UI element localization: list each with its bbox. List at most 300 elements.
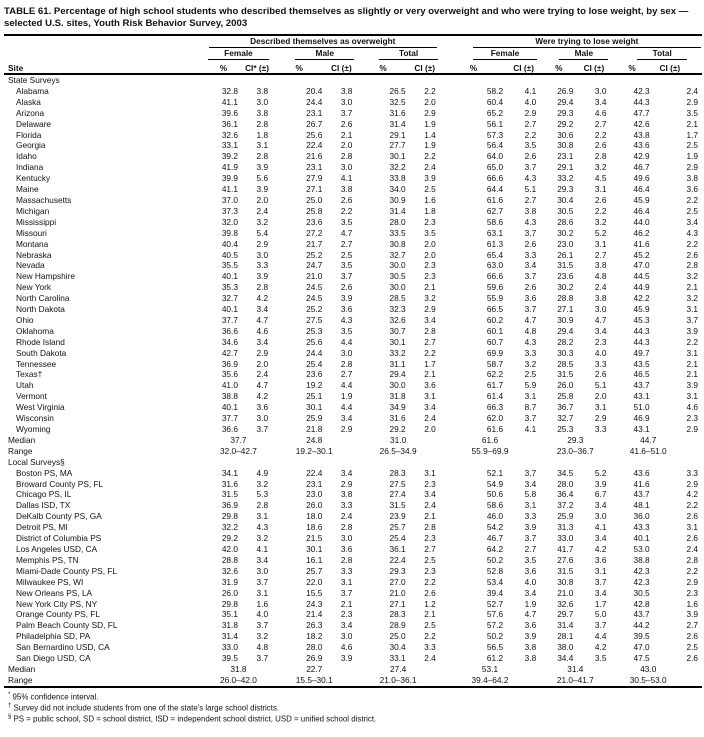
- value-cell: 26.1: [557, 249, 574, 260]
- value-cell: 3.3: [340, 500, 353, 511]
- value-cell: 43.6: [633, 140, 650, 151]
- value-cell: 2.6: [524, 238, 537, 249]
- value-cell: 30.9: [557, 314, 574, 325]
- value-cell: 46.7: [486, 533, 504, 544]
- value-cell: 43.8: [633, 129, 650, 140]
- site-cell: Maine: [16, 184, 39, 195]
- value-cell: 4.8: [594, 271, 607, 282]
- value-cell: 3.3: [524, 511, 537, 522]
- value-cell: 66.6: [486, 271, 504, 282]
- value-cell: 32.2: [221, 522, 238, 533]
- value-cell: 30.8: [557, 140, 574, 151]
- site-cell: Palm Beach County SD, FL: [16, 620, 118, 631]
- table-body: [4, 74, 702, 687]
- value-cell: 3.7: [256, 620, 269, 631]
- median-value-cell: 31.0: [390, 434, 407, 445]
- value-cell: 3.7: [256, 424, 269, 434]
- table-title: TABLE 61. Percentage of high school students who described themselves as slightly or very overweight and who were trying to lose weight, by sex — selected U.S. sites, Youth Risk Behavior Survey, 2003: [4, 6, 689, 29]
- value-cell: 32.6: [557, 598, 574, 609]
- column-header-pct: %: [540, 60, 577, 74]
- value-cell: 33.1: [221, 140, 238, 151]
- site-cell: Boston PS, MA: [16, 467, 73, 478]
- value-cell: 3.9: [256, 162, 269, 173]
- value-cell: 2.5: [340, 249, 353, 260]
- value-cell: 3.0: [340, 96, 353, 107]
- value-cell: 22.4: [389, 554, 406, 565]
- value-cell: 2.2: [424, 631, 436, 642]
- table-row: [4, 315, 702, 326]
- value-cell: 2.2: [594, 205, 607, 216]
- value-cell: 3.4: [524, 587, 537, 598]
- value-cell: 3.2: [686, 271, 698, 282]
- value-cell: 25.8: [306, 205, 323, 216]
- table-row: [4, 533, 702, 544]
- value-cell: 26.0: [557, 380, 574, 391]
- value-cell: 25.2: [306, 304, 323, 315]
- value-cell: 32.5: [389, 96, 406, 107]
- value-cell: 31.8: [389, 391, 406, 402]
- column-header-ci: CI (±): [326, 60, 356, 74]
- table-row: [4, 468, 702, 479]
- median-row: [4, 664, 702, 675]
- value-cell: 20.4: [306, 85, 323, 96]
- site-cell: Montana: [16, 238, 49, 249]
- value-cell: 30.5: [389, 271, 406, 282]
- value-cell: 25.4: [306, 358, 323, 369]
- footnote-text: PS = public school, SD = school district, ISD = independent school district, USD = unified school district.: [11, 714, 377, 724]
- table-row: [4, 304, 702, 315]
- value-cell: 30.7: [389, 325, 406, 336]
- table-row: [4, 642, 702, 653]
- table-row: [4, 195, 702, 206]
- value-cell: 40.4: [221, 238, 238, 249]
- table-row: [4, 380, 702, 391]
- value-cell: 25.9: [557, 511, 574, 522]
- value-cell: 2.8: [686, 260, 698, 271]
- value-cell: 48.1: [633, 500, 650, 511]
- site-cell: New Orleans PS, LA: [16, 587, 93, 598]
- value-cell: 52.8: [486, 565, 504, 576]
- value-cell: 3.2: [524, 358, 537, 369]
- value-cell: 33.8: [389, 173, 406, 184]
- value-cell: 28.6: [557, 216, 574, 227]
- value-cell: 41.9: [221, 162, 238, 173]
- value-cell: 56.4: [486, 140, 504, 151]
- value-cell: 44.3: [633, 96, 650, 107]
- value-cell: 2.8: [340, 522, 353, 533]
- value-cell: 3.4: [340, 620, 353, 631]
- value-cell: 27.1: [389, 598, 406, 609]
- value-cell: 2.9: [686, 96, 698, 107]
- value-cell: 1.9: [340, 391, 353, 402]
- value-cell: 27.5: [306, 314, 323, 325]
- site-cell: Arizona: [16, 107, 45, 118]
- value-cell: 27.9: [306, 173, 323, 184]
- value-cell: 26.0: [306, 500, 323, 511]
- value-cell: 3.7: [524, 162, 537, 173]
- value-cell: 2.2: [424, 151, 436, 162]
- value-cell: 3.7: [256, 653, 269, 664]
- value-cell: 27.4: [389, 489, 406, 500]
- site-cell: Vermont: [16, 391, 47, 402]
- value-cell: 2.0: [340, 140, 353, 151]
- value-cell: 3.1: [686, 347, 698, 358]
- value-cell: 3.0: [340, 347, 353, 358]
- column-header-ci: CI (±): [577, 60, 610, 74]
- value-cell: 3.6: [424, 380, 436, 391]
- value-cell: 4.8: [256, 642, 269, 653]
- value-cell: 1.7: [686, 129, 698, 140]
- value-cell: 31.1: [389, 358, 406, 369]
- site-cell: Dallas ISD, TX: [16, 500, 71, 511]
- subheader-trying-female: Female: [440, 48, 540, 60]
- value-cell: 3.2: [256, 631, 269, 642]
- subheader-trying-total: Total: [610, 48, 702, 60]
- value-cell: 59.6: [486, 282, 504, 293]
- value-cell: 3.1: [594, 184, 607, 195]
- value-cell: 61.7: [486, 380, 504, 391]
- value-cell: 3.1: [524, 500, 537, 511]
- site-cell: Oklahoma: [16, 325, 54, 336]
- value-cell: 23.1: [557, 151, 574, 162]
- value-cell: 43.5: [633, 358, 650, 369]
- value-cell: 3.9: [340, 293, 353, 304]
- value-cell: 34.5: [557, 467, 574, 478]
- value-cell: 30.0: [389, 260, 406, 271]
- value-cell: 29.4: [557, 325, 574, 336]
- value-cell: 43.7: [633, 489, 650, 500]
- site-cell: Alabama: [16, 85, 49, 96]
- value-cell: 2.0: [594, 391, 607, 402]
- value-cell: 25.9: [306, 413, 323, 424]
- value-cell: 3.0: [340, 631, 353, 642]
- value-cell: 31.4: [221, 631, 238, 642]
- table-row: [4, 566, 702, 577]
- value-cell: 5.2: [594, 467, 607, 478]
- table-row: [4, 228, 702, 239]
- value-cell: 2.8: [424, 325, 436, 336]
- value-cell: 25.7: [306, 565, 323, 576]
- value-cell: 27.5: [389, 478, 406, 489]
- value-cell: 2.0: [256, 194, 269, 205]
- table-row: [4, 653, 702, 664]
- value-cell: 2.9: [424, 107, 436, 118]
- value-cell: 33.0: [557, 533, 574, 544]
- table-row: [4, 239, 702, 250]
- value-cell: 3.4: [594, 533, 607, 544]
- value-cell: 26.3: [306, 620, 323, 631]
- value-cell: 41.0: [221, 380, 238, 391]
- value-cell: 3.7: [340, 107, 353, 118]
- value-cell: 24.5: [306, 282, 323, 293]
- value-cell: 30.1: [306, 402, 323, 413]
- value-cell: 2.7: [594, 249, 607, 260]
- value-cell: 3.9: [340, 653, 353, 664]
- value-cell: 3.9: [256, 271, 269, 282]
- value-cell: 2.6: [340, 194, 353, 205]
- range-value-cell: 19.2–30.1: [295, 445, 333, 456]
- value-cell: 3.7: [524, 227, 537, 238]
- value-cell: 4.9: [256, 467, 269, 478]
- subheader-overweight-female: Female: [205, 48, 272, 60]
- value-cell: 3.5: [340, 216, 353, 227]
- value-cell: 15.5: [306, 587, 323, 598]
- table-row: [4, 293, 702, 304]
- value-cell: 4.1: [256, 543, 269, 554]
- value-cell: 2.6: [594, 369, 607, 380]
- site-cell: San Diego USD, CA: [16, 653, 91, 664]
- value-cell: 2.1: [686, 118, 698, 129]
- value-cell: 31.6: [221, 478, 238, 489]
- value-cell: 3.7: [340, 271, 353, 282]
- value-cell: 2.3: [686, 413, 698, 424]
- value-cell: 4.2: [686, 489, 698, 500]
- value-cell: 2.3: [424, 216, 436, 227]
- value-cell: 1.9: [424, 118, 436, 129]
- value-cell: 4.6: [594, 107, 607, 118]
- value-cell: 3.1: [686, 304, 698, 315]
- table-row: [4, 348, 702, 359]
- value-cell: 3.4: [524, 478, 537, 489]
- value-cell: 2.7: [686, 620, 698, 631]
- value-cell: 2.5: [686, 140, 698, 151]
- value-cell: 3.8: [340, 85, 353, 96]
- value-cell: 49.6: [633, 173, 650, 184]
- value-cell: 51.0: [633, 402, 650, 413]
- value-cell: 3.7: [594, 576, 607, 587]
- value-cell: 36.9: [221, 500, 238, 511]
- table-row: [4, 511, 702, 522]
- value-cell: 21.0: [306, 271, 323, 282]
- value-cell: 2.3: [424, 260, 436, 271]
- value-cell: 42.3: [633, 565, 650, 576]
- site-cell: Chicago PS, IL: [16, 489, 72, 500]
- value-cell: 2.9: [686, 478, 698, 489]
- value-cell: 3.4: [594, 325, 607, 336]
- value-cell: 47.5: [633, 653, 650, 664]
- value-cell: 2.9: [686, 576, 698, 587]
- value-cell: 28.0: [557, 478, 574, 489]
- value-cell: 3.9: [686, 380, 698, 391]
- value-cell: 3.5: [524, 140, 537, 151]
- value-cell: 3.3: [340, 565, 353, 576]
- value-cell: 23.1: [306, 107, 323, 118]
- value-cell: 23.1: [306, 478, 323, 489]
- value-cell: 40.1: [221, 304, 238, 315]
- median-value-cell: 43.0: [640, 663, 657, 674]
- value-cell: 31.4: [389, 205, 406, 216]
- value-cell: 30.5: [557, 205, 574, 216]
- subheader-overweight-total: Total: [356, 48, 439, 60]
- value-cell: 27.1: [306, 184, 323, 195]
- value-cell: 50.6: [486, 489, 504, 500]
- value-cell: 2.9: [686, 424, 698, 434]
- site-cell: Tennessee: [16, 358, 57, 369]
- table-row: [4, 424, 702, 435]
- value-cell: 32.6: [221, 565, 238, 576]
- site-cell: New York City PS, NY: [16, 598, 98, 609]
- value-cell: 29.4: [389, 369, 406, 380]
- table-row: [4, 326, 702, 337]
- value-cell: 38.8: [633, 554, 650, 565]
- value-cell: 60.7: [486, 336, 504, 347]
- table-row: [4, 217, 702, 228]
- site-cell: Nevada: [16, 260, 45, 271]
- range-value-cell: 21.0–36.1: [379, 674, 417, 685]
- value-cell: 3.5: [524, 554, 537, 565]
- median-value-cell: 53.1: [481, 663, 499, 674]
- value-cell: 2.9: [686, 162, 698, 173]
- value-cell: 36.1: [221, 118, 238, 129]
- value-cell: 2.2: [424, 576, 436, 587]
- value-cell: 5.1: [524, 184, 537, 195]
- value-cell: 65.0: [486, 162, 504, 173]
- value-cell: 41.1: [221, 96, 238, 107]
- value-cell: 32.7: [389, 249, 406, 260]
- value-cell: 3.4: [340, 467, 353, 478]
- column-header-ci: CI (±): [410, 60, 440, 74]
- value-cell: 30.4: [389, 642, 406, 653]
- value-cell: 3.0: [594, 511, 607, 522]
- value-cell: 3.7: [686, 314, 698, 325]
- value-cell: 5.2: [594, 227, 607, 238]
- value-cell: 3.0: [340, 533, 353, 544]
- value-cell: 31.5: [221, 489, 238, 500]
- value-cell: 36.6: [221, 424, 238, 434]
- table-row: [4, 162, 702, 173]
- value-cell: 28.2: [557, 336, 574, 347]
- value-cell: 42.8: [633, 598, 650, 609]
- table-row: [4, 86, 702, 97]
- value-cell: 4.6: [340, 642, 353, 653]
- value-cell: 3.8: [524, 205, 537, 216]
- value-cell: 55.9: [486, 293, 504, 304]
- footnote: [8, 691, 702, 702]
- median-value-cell: 61.6: [481, 434, 499, 445]
- value-cell: 3.0: [340, 162, 353, 173]
- value-cell: 30.0: [389, 380, 406, 391]
- value-cell: 44.9: [633, 282, 650, 293]
- table-row: [4, 479, 702, 490]
- value-cell: 36.4: [557, 489, 574, 500]
- value-cell: 3.1: [424, 467, 436, 478]
- value-cell: 60.4: [486, 96, 504, 107]
- value-cell: 61.2: [486, 653, 504, 664]
- value-cell: 43.3: [633, 522, 650, 533]
- value-cell: 2.7: [524, 194, 537, 205]
- value-cell: 37.3: [221, 205, 238, 216]
- value-cell: 39.6: [221, 107, 238, 118]
- value-cell: 2.6: [524, 282, 537, 293]
- value-cell: 3.1: [424, 391, 436, 402]
- value-cell: 4.4: [594, 631, 607, 642]
- median-label: Median: [8, 434, 36, 445]
- value-cell: 4.1: [524, 85, 537, 96]
- median-value-cell: 37.7: [230, 434, 247, 445]
- value-cell: 2.7: [340, 238, 353, 249]
- value-cell: 3.0: [256, 413, 269, 424]
- value-cell: 5.0: [594, 609, 607, 620]
- group-header-row: [4, 35, 702, 48]
- value-cell: 36.1: [389, 543, 406, 554]
- value-cell: 2.2: [340, 205, 353, 216]
- site-cell: South Dakota: [16, 347, 67, 358]
- value-cell: 2.4: [424, 162, 436, 173]
- site-cell: San Bernardino USD, CA: [16, 642, 110, 653]
- value-cell: 2.8: [424, 522, 436, 533]
- value-cell: 3.6: [524, 620, 537, 631]
- value-cell: 32.3: [389, 304, 406, 315]
- site-cell: New Hampshire: [16, 271, 76, 282]
- value-cell: 39.8: [221, 227, 238, 238]
- value-cell: 35.1: [221, 609, 238, 620]
- value-cell: 28.8: [221, 554, 238, 565]
- value-cell: 42.7: [221, 347, 238, 358]
- value-cell: 4.7: [594, 314, 607, 325]
- column-header-ci: CI (±): [654, 60, 702, 74]
- value-cell: 28.0: [306, 642, 323, 653]
- value-cell: 4.3: [524, 336, 537, 347]
- range-value-cell: 30.5–53.0: [629, 674, 667, 685]
- value-cell: 2.7: [424, 543, 436, 554]
- median-value-cell: 27.4: [390, 663, 407, 674]
- value-cell: 29.1: [557, 162, 574, 173]
- section-header-row: [4, 74, 702, 86]
- value-cell: 2.6: [594, 140, 607, 151]
- value-cell: 5.1: [594, 380, 607, 391]
- value-cell: 43.1: [633, 424, 650, 434]
- value-cell: 42.3: [633, 576, 650, 587]
- value-cell: 31.5: [389, 500, 406, 511]
- table-row: [4, 337, 702, 348]
- table-row: [4, 271, 702, 282]
- value-cell: 30.0: [389, 282, 406, 293]
- value-cell: 5.8: [524, 489, 537, 500]
- value-cell: 3.1: [686, 522, 698, 533]
- value-cell: 33.0: [221, 642, 238, 653]
- column-header-pct: %: [610, 60, 653, 74]
- site-cell: Wyoming: [16, 424, 51, 434]
- value-cell: 4.0: [524, 96, 537, 107]
- value-cell: 3.2: [594, 216, 607, 227]
- value-cell: 4.3: [340, 314, 353, 325]
- value-cell: 41.1: [221, 184, 238, 195]
- value-cell: 3.8: [340, 184, 353, 195]
- value-cell: 3.4: [594, 500, 607, 511]
- value-cell: 6.7: [594, 489, 607, 500]
- value-cell: 34.1: [221, 467, 238, 478]
- value-cell: 29.2: [389, 424, 406, 434]
- value-cell: 28.3: [389, 609, 406, 620]
- value-cell: 25.3: [306, 325, 323, 336]
- value-cell: 19.2: [306, 380, 323, 391]
- site-cell: Idaho: [16, 151, 37, 162]
- value-cell: 3.2: [424, 293, 436, 304]
- range-label: Range: [8, 445, 33, 456]
- value-cell: 1.6: [424, 194, 436, 205]
- value-cell: 4.1: [340, 173, 353, 184]
- value-cell: 2.2: [686, 336, 698, 347]
- value-cell: 24.7: [306, 260, 323, 271]
- value-cell: 38.8: [221, 391, 238, 402]
- site-cell: New York: [16, 282, 52, 293]
- value-cell: 23.0: [306, 489, 323, 500]
- value-cell: 4.0: [594, 347, 607, 358]
- value-cell: 34.9: [389, 402, 406, 413]
- value-cell: 25.2: [306, 249, 323, 260]
- value-cell: 28.1: [557, 631, 574, 642]
- value-cell: 69.9: [486, 347, 504, 358]
